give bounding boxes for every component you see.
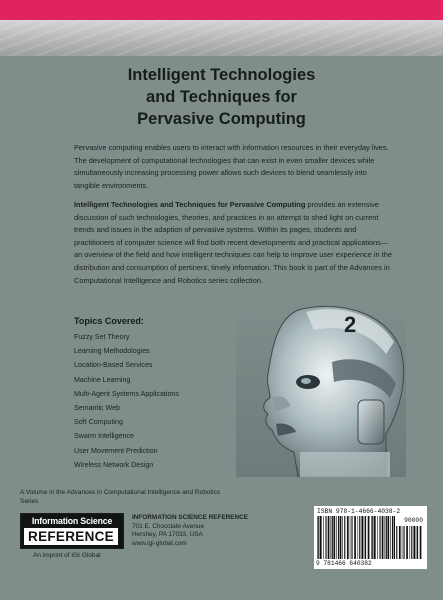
topic-item: Location-Based Services xyxy=(74,361,153,370)
book-title-inline: Intelligent Technologies and Techniques for Pervasive Computing xyxy=(74,200,306,209)
topic-item: Learning Methodologies xyxy=(74,347,150,356)
topic-item: Machine Learning xyxy=(74,375,131,384)
barcode-bar xyxy=(320,516,322,559)
topic-item: User Movement Prediction xyxy=(74,446,158,455)
publisher-address xyxy=(132,514,248,548)
topics-list xyxy=(74,330,179,472)
logo-line-2: REFERENCE xyxy=(24,528,118,545)
book-title xyxy=(40,64,403,130)
barcode-bar xyxy=(372,516,373,559)
topic-item: Multi-Agent Systems Applications xyxy=(74,389,179,398)
publisher-address-line-2: Hershey, PA 17033, USA xyxy=(132,531,203,539)
topic-item: Wireless Network Design xyxy=(74,460,154,469)
isbn-number: ISBN 978-1-4666-4038-2 xyxy=(317,508,401,515)
barcode-bar xyxy=(410,526,411,559)
topic-item: Swarm Intelligence xyxy=(74,432,134,441)
barcode-bar xyxy=(318,516,319,559)
barcode-bar xyxy=(350,516,351,559)
barcode-bar xyxy=(394,526,395,559)
publisher-name: INFORMATION SCIENCE REFERENCE xyxy=(132,514,248,521)
series-volume-note: A Volume in the Advances in Computational Intelligence and Robotics Series xyxy=(20,489,221,505)
barcode-bar xyxy=(420,526,422,559)
publisher-website: www.igi-global.com xyxy=(132,539,187,547)
barcode-bar xyxy=(340,516,342,559)
topic-item: Semantic Web xyxy=(74,404,120,413)
description-paragraph-2 xyxy=(74,199,392,287)
barcode-bar xyxy=(406,526,408,559)
logo-line-1: Information Science xyxy=(31,516,113,526)
price-barcode-icon xyxy=(394,526,424,559)
barcode-bar xyxy=(399,526,401,559)
barcode-bar xyxy=(325,516,326,559)
barcode-bar xyxy=(361,516,363,559)
robot-head-image xyxy=(236,302,406,477)
barcode-bar xyxy=(336,516,337,559)
barcode-bar xyxy=(411,526,412,559)
barcode-bar xyxy=(417,526,418,559)
barcode-bar xyxy=(342,516,343,559)
description-paragraph-1: Pervasive computing enables users to interact with information resources in their everyday lives. The development of computational technologies that can exist in even smaller devices while simultaneously increasing processing power allows such devices to blend seamlessly into tangible environments. xyxy=(74,143,389,190)
barcode-bar xyxy=(403,526,404,559)
barcode-bar xyxy=(323,516,324,559)
barcode-bar xyxy=(358,516,359,559)
publisher-address-line-1: 701 E. Chocolate Avenue xyxy=(132,522,205,530)
title-line-2: and Techniques for xyxy=(146,88,297,106)
barcode-bar xyxy=(328,516,330,559)
topic-item: Fuzzy Set Theory xyxy=(74,333,130,341)
barcode-bar xyxy=(354,516,356,559)
barcode-bar xyxy=(387,516,389,559)
barcode-bar xyxy=(416,526,417,559)
barcode-bar xyxy=(331,516,332,559)
topics-heading: Topics Covered: xyxy=(74,316,144,326)
barcode-bar xyxy=(392,516,393,559)
publisher-logo xyxy=(20,513,124,549)
barcode-bar xyxy=(351,516,352,559)
barcode-bar xyxy=(382,516,384,559)
barcode-bar xyxy=(359,516,360,559)
barcode-bar xyxy=(347,516,349,559)
barcode-bar xyxy=(371,516,372,559)
barcode-bar xyxy=(396,526,397,559)
barcode-bar xyxy=(386,516,387,559)
barcode-bar xyxy=(344,516,345,559)
barcode-bar xyxy=(402,526,403,559)
barcode-bar xyxy=(368,516,370,559)
isbn-barcode-box xyxy=(314,506,427,569)
ean-number: 9 781466 640382 xyxy=(316,560,372,567)
barcode-bar xyxy=(365,516,366,559)
barcode-bar xyxy=(377,516,378,559)
barcode-bar xyxy=(385,516,386,559)
topic-item: Soft Computing xyxy=(74,418,123,427)
paragraph-2-text: provides an extensive discussion of such technologies, theories, and practices in an attempt to shed light on current trends and issues in the adaption of pervasive systems. Within its pages, students and practitioners of computer science will find both recent developments and practical applications—an overview of the field and how intelligent techniques can help to improve user experience in the distribution and consumption of pertinent, timely information. This book is part of the Advances in Computational Intelligence and Robotics series collection. xyxy=(74,200,392,285)
top-color-band xyxy=(0,0,443,20)
barcode-bar xyxy=(374,516,376,559)
barcode-bar xyxy=(338,516,339,559)
imprint-note: An imprint of IGI Global xyxy=(33,552,101,559)
robot-head-illustration xyxy=(236,302,406,477)
barcode-bar xyxy=(317,516,318,559)
robot-number-label: 2 xyxy=(344,312,357,337)
barcode-bar xyxy=(364,516,365,559)
title-line-3: Pervasive Computing xyxy=(137,110,306,128)
barcode-bar xyxy=(379,516,380,559)
header-texture-band xyxy=(0,20,443,56)
barcode-icon xyxy=(317,516,395,559)
barcode-bar xyxy=(333,516,335,559)
barcode-bar xyxy=(390,516,391,559)
barcode-bar xyxy=(332,516,333,559)
barcode-bar xyxy=(413,526,415,559)
price-code: 90000 xyxy=(404,517,423,524)
title-line-1: Intelligent Technologies xyxy=(127,66,316,84)
